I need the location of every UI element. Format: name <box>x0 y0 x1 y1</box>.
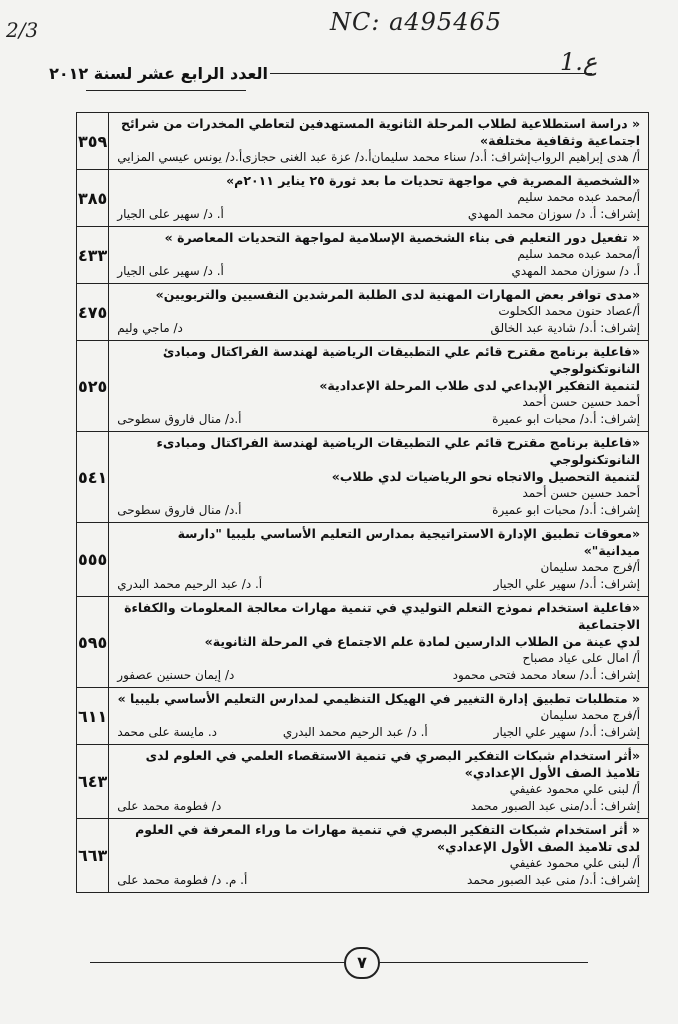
entry-cell <box>109 341 649 432</box>
supervisor-name: أ.د/ عزة عبد الغنى حجازى <box>242 150 372 164</box>
table-row <box>77 523 649 597</box>
table-row <box>77 819 649 893</box>
supervisor-name: أ. د/ سهير على الجيار <box>117 207 224 221</box>
supervisor-name: إشراف: أ.د/ محبات ابو عميرة <box>492 503 641 517</box>
entry-cell <box>109 227 649 284</box>
entry-author: أ/ امال على عياد مصباح <box>522 651 641 665</box>
table-row <box>77 597 649 688</box>
supervisor-name: إشراف: أ.د/ منى عبد الصبور محمد <box>467 873 641 887</box>
entry-page-number: ٣٥٩ <box>77 113 109 170</box>
entry-cell <box>109 688 649 745</box>
entry-author: أحمد حسين حسن أحمد <box>522 395 641 409</box>
entry-supervisors <box>117 411 640 428</box>
supervisor-name: إشراف: أ. د/ سوزان محمد المهدي <box>467 207 641 221</box>
table-row <box>77 432 649 523</box>
entry-page-number: ٥٩٥ <box>77 597 109 688</box>
entry-supervisors <box>117 872 640 889</box>
supervisor-name: إشراف: أ.د/ سهير علي الجيار <box>493 577 641 591</box>
entry-author: أحمد حسين حسن أحمد <box>522 486 641 500</box>
entry-cell <box>109 432 649 523</box>
page-number: ٧ <box>344 947 380 979</box>
entry-author: أ/فرج محمد سليمان <box>540 708 641 722</box>
supervisor-name: إشراف: أ.د/ سناء محمد سليمان <box>371 150 531 164</box>
handwriting-underline <box>86 90 246 91</box>
entry-page-number: ٥٤١ <box>77 432 109 523</box>
entry-title-line: « دراسة استطلاعية لطلاب المرحلة الثانوية المستهدفين لتعاطي المخدرات من شرائح اجتماعية وثقافية مختلفة» <box>120 116 641 148</box>
entry-author: أ/محمد عبده محمد سليم <box>517 190 641 204</box>
entry-page-number: ٦١١ <box>77 688 109 745</box>
table-row <box>77 341 649 432</box>
table-row <box>77 745 649 819</box>
table-row <box>77 227 649 284</box>
handwritten-page-fraction: 2/3 <box>6 18 39 42</box>
table-row <box>77 113 649 170</box>
entry-title-line: لدي عينة من الطلاب الدارسين لمادة علم الاجتماع في المرحلة الثانوية» <box>204 634 641 649</box>
supervisor-name: إشراف: أ.د/ شادية عبد الخالق <box>490 321 641 335</box>
entry-author: أ/محمد عبده محمد سليم <box>517 247 641 261</box>
handwritten-catalog-code: NC: a495465 <box>330 8 503 36</box>
supervisor-name: أ. د/ سوزان محمد المهدي <box>511 264 641 278</box>
entry-title-line: «فاعلية برنامج مقترح قائم علي التطبيقات الرياضية لهندسة الفراكتال ومبادىء النانوتكنولوجي <box>156 435 641 467</box>
entry-supervisors <box>117 576 640 593</box>
entry-title-line: « أثر استخدام شبكات التفكير البصري في تنمية مهارات ما وراء المعرفة في العلوم لدى تلاميذ الصف الأول الإعدادي» <box>135 822 641 854</box>
entry-page-number: ٥٢٥ <box>77 341 109 432</box>
entry-cell <box>109 597 649 688</box>
supervisor-name: إشراف: أ.د/ محبات ابو عميرة <box>492 412 641 426</box>
entry-supervisors <box>117 149 640 166</box>
entry-author: أ/فرج محمد سليمان <box>540 560 641 574</box>
supervisor-name: أ.د/ منال فاروق سطوحى <box>117 503 242 517</box>
entry-title-line: « تفعيل دور التعليم فى بناء الشخصية الإسلامية لمواجهة التحديات المعاصرة » <box>164 230 641 245</box>
entry-author: أ/ لبنى علي محمود عفيفي <box>509 782 641 796</box>
entry-page-number: ٤٣٣ <box>77 227 109 284</box>
entry-author: أ/ لبنى علي محمود عفيفي <box>509 856 641 870</box>
supervisor-name: أ. م. د/ فطومة محمد على <box>117 873 248 887</box>
entry-cell <box>109 523 649 597</box>
footer-rule <box>90 962 588 963</box>
entry-title-line: «فاعلية برنامج مقترح قائم علي التطبيقات الرياضية لهندسة الفراكتال ومبادئ النانوتكنولوجي <box>162 344 641 376</box>
entry-cell <box>109 819 649 893</box>
entry-title-line: لتنمية التحصيل والاتجاه نحو الرياضيات لدي طلاب» <box>331 469 641 484</box>
issue-title: العدد الرابع عشر لسنة ٢٠١٢ <box>49 64 268 83</box>
entry-page-number: ٤٧٥ <box>77 284 109 341</box>
supervisor-name: إشراف: أ.د/ سعاد محمد فتحى محمود <box>452 668 641 682</box>
entry-supervisors <box>117 263 640 280</box>
entry-title-line: «فاعلية استخدام نموذج التعلم التوليدي في تنمية مهارات معالجة المعلومات والكفاءة الاجتماعية <box>124 600 641 632</box>
header-rule <box>270 73 592 74</box>
entry-supervisors <box>117 798 640 815</box>
entry-page-number: ٥٥٥ <box>77 523 109 597</box>
supervisor-name: أ. د/ سهير على الجيار <box>117 264 224 278</box>
entry-cell <box>109 284 649 341</box>
entry-title-line: لتنمية التفكير الإبداعي لدى طلاب المرحلة الإعدادية» <box>319 378 641 393</box>
entry-title-line: «أثر استخدام شبكات التفكير البصري في تنمية الاستقصاء العلمي في العلوم لدى تلاميذ الصف الأول الإعدادي» <box>145 748 641 780</box>
supervisor-name: أ.د/ منال فاروق سطوحى <box>117 412 242 426</box>
entry-page-number: ٦٦٣ <box>77 819 109 893</box>
entry-cell <box>109 170 649 227</box>
supervisor-name: أ. د/ عبد الرحيم محمد البدري <box>117 577 263 591</box>
entry-supervisors <box>117 667 640 684</box>
supervisor-name: إشراف: أ.د/ سهير علي الجيار <box>493 725 641 739</box>
supervisor-name: أ/ هدى إبراهيم الرواب <box>530 150 641 164</box>
entry-supervisors <box>117 724 640 741</box>
entry-title-line: «مدى توافر بعض المهارات المهنية لدى الطلبة المرشدين النفسيين والتربويين» <box>155 287 641 302</box>
entry-title-line: «الشخصية المصرية في مواجهة تحديات ما بعد ثورة ٢٥ يناير ٢٠١١م» <box>226 173 641 188</box>
entry-cell <box>109 745 649 819</box>
supervisor-name: د/ فطومة محمد على <box>117 799 222 813</box>
supervisor-name: أ.د/ يونس عيسي المزايي <box>117 150 243 164</box>
supervisor-name: د. مايسة على محمد <box>117 725 218 739</box>
supervisor-name: أ. د/ عبد الرحيم محمد البدري <box>282 725 428 739</box>
table-of-contents <box>76 112 649 893</box>
entry-cell <box>109 113 649 170</box>
entry-title-line: « متطلبات تطبيق إدارة التغيير في الهيكل التنظيمي لمدارس التعليم الأساسي بليبيا » <box>117 691 641 706</box>
entry-page-number: ٣٨٥ <box>77 170 109 227</box>
entry-title-line: «معوقات تطبيق الإدارة الاستراتيجية بمدارس التعليم الأساسي بليبيا "دارسة ميدانية"» <box>177 526 641 558</box>
entry-supervisors <box>117 206 640 223</box>
table-row <box>77 688 649 745</box>
supervisor-name: إشراف: أ.د/منى عبد الصبور محمد <box>470 799 641 813</box>
handwritten-volume-mark: 1.ع <box>560 48 598 76</box>
table-row <box>77 170 649 227</box>
entry-supervisors <box>117 320 640 337</box>
supervisor-name: د/ إيمان حسنين عصفور <box>117 668 235 682</box>
entry-author: أ/عصاد حنون محمد الكحلوت <box>498 304 641 318</box>
table-row <box>77 284 649 341</box>
supervisor-name: د/ ماجي وليم <box>117 321 183 335</box>
entry-page-number: ٦٤٣ <box>77 745 109 819</box>
entry-supervisors <box>117 502 640 519</box>
